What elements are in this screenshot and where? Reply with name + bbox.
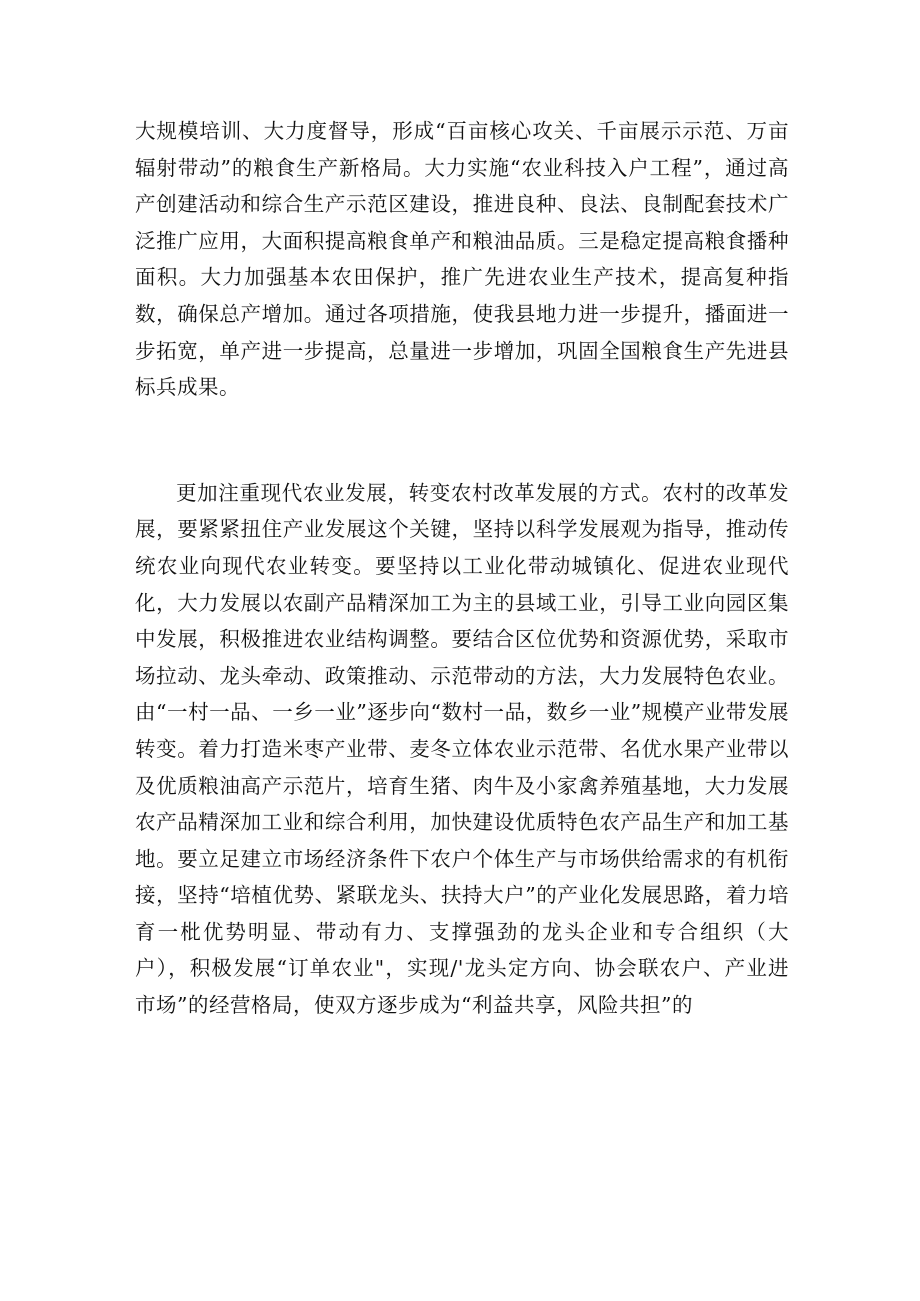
paragraph-grain-production: 大规模培训、大力度督导，形成“百亩核心攻关、千亩展示示范、万亩辐射带动”的粮食生产新格局。大力实施“农业科技入户工程”，通过高产创建活动和综合生产示范区建设，推进良种、良法、良制配套技术广泛推广应用，大面积提高粮食单产和粮油品质。三是稳定提高粮食播种面积。大力加强基本农田保护，推广先进农业生产技术，提高复种指数，确保总产增加。通过各项措施，使我县地力进一步提升，播面进一步拓宽，单产进一步提高，总量进一步增加，巩固全国粮食生产先进县标兵成果。 <box>135 119 789 400</box>
document-body <box>135 113 789 1024</box>
paragraph-modern-agriculture: 更加注重现代农业发展，转变农村改革发展的方式。农村的改革发展，要紧紧扭住产业发展这个关键，坚持以科学发展观为指导，推动传统农业向现代农业转变。要坚持以工业化带动城镇化、促进农业现代化，大力发展以农副产品精深加工为主的县域工业，引导工业向园区集中发展，积极推进农业结构调整。要结合区位优势和资源优势，采取市场拉动、龙头牵动、政策推动、示范带动的方法，大力发展特色农业。由“一村一品、一乡一业”逐步向“数村一品，数乡一业”规模产业带发展转变。着力打造米枣产业带、麦冬立体农业示范带、名优水果产业带以及优质粮油高产示范片，培育生猪、肉牛及小家禽养殖基地，大力发展农产品精深加工业和综合利用，加快建设优质特色农产品生产和加工基地。要立足建立市场经济条件下农户个体生产与市场供给需求的有机衔接，坚持“培植优势、紧联龙头、扶持大户”的产业化发展思路，着力培育一枇优势明显、带动有力、支撑强劲的龙头企业和专合组织（大户），积极发展“订单农业"，实现/'龙头定方向、协会联农户、产业进市场”的经营格局，使双方逐步成为“利益共享，风险共担”的 <box>135 480 789 1018</box>
